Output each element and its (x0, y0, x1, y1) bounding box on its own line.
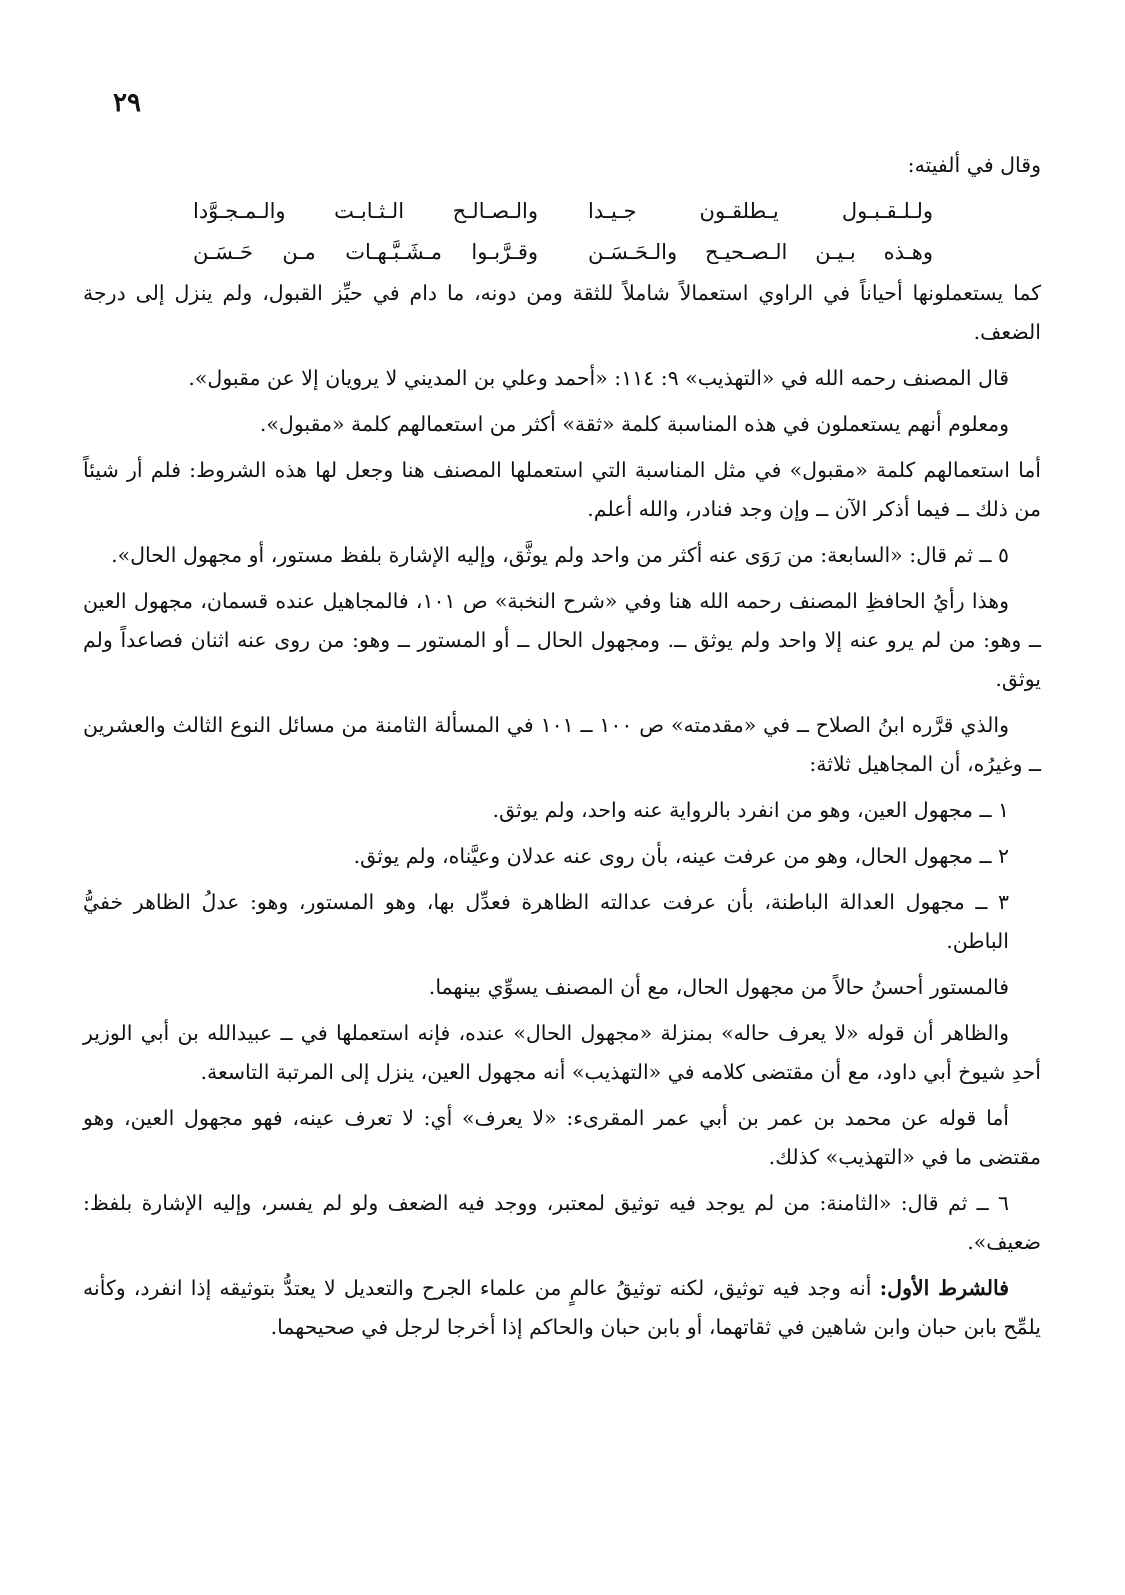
verse-second-hemistich: وقـرَّبـوا مـشَـبَّـهـات مـن حَـسَـن (193, 240, 538, 264)
paragraph: كما يستعملونها أحياناً في الراوي استعمالاً شاملاً للثقة ومن دونه، ما دام في حيِّز القبول، ولم ينزل إلى درجة الضعف. (83, 281, 1041, 344)
page-number: ٢٩ (113, 88, 141, 118)
paragraph: وهذا رأيُ الحافظِ المصنف رحمه الله هنا وفي «شرح النخبة» ص ١٠١، فالمجاهيل عنده قسمان، مجهول العين ــ وهو: من لم يرو عنه إلا واحد ولم يوثق ــ. ومجهول الحال ــ أو المستور ــ وهو: من روى عنه اثنان فصاعداً ولم يوثق. (83, 589, 1041, 691)
paragraph: ٦ ــ ثم قال: «الثامنة: من لم يوجد فيه توثيق لمعتبر، ووجد فيه الضعف ولو لم يفسر، وإليه الإشارة بلفظ: ضعيف». (83, 1191, 1041, 1254)
paragraph: ومعلوم أنهم يستعملون في هذه المناسبة كلمة «ثقة» أكثر من استعمالهم كلمة «مقبول». (259, 412, 1009, 436)
verse-first-hemistich: ولـلـقـبـول يـطلقـون جـيـدا (588, 199, 933, 223)
list-item: ٣ ــ مجهول العدالة الباطنة، بأن عرفت عدالته الظاهرة فعدِّل بها، وهو المستور، وهو: عدلُ الظاهر خفيُّ الباطن. (83, 890, 1009, 953)
list-item: ١ ــ مجهول العين، وهو من انفرد بالرواية عنه واحد، ولم يوثق. (492, 798, 1009, 822)
paragraph: فالمستور أحسنُ حالاً من مجهول الحال، مع أن المصنف يسوِّي بينهما. (428, 975, 1009, 999)
verse-first-hemistich: وهـذه بـيـن الـصـحيـح والـحَـسَـن (588, 240, 933, 264)
paragraph: قال المصنف رحمه الله في «التهذيب» ٩: ١١٤: «أحمد وعلي بن المديني لا يرويان إلا عن مقبول». (188, 366, 1009, 390)
paragraph: والذي قرَّره ابنُ الصلاح ــ في «مقدمته» ص ١٠٠ ــ ١٠١ في المسألة الثامنة من مسائل النوع الثالث والعشرين ــ وغيرُه، أن المجاهيل ثلاثة: (83, 713, 1041, 776)
paragraph: والظاهر أن قوله «لا يعرف حاله» بمنزلة «مجهول الحال» عنده، فإنه استعملها في ــ عبيدالله بن أبي الوزير أحدِ شيوخ أبي داود، مع أن مقتضى كلامه في «التهذيب» أنه مجهول العين، ينزل إلى المرتبة التاسعة. (83, 1021, 1041, 1084)
verse-line (83, 233, 933, 272)
paragraph: أما قوله عن محمد بن عمر بن أبي عمر المقرىء: «لا يعرف» أي: لا تعرف عينه، فهو مجهول العين، وهو مقتضى ما في «التهذيب» كذلك. (83, 1106, 1041, 1169)
page-body (83, 146, 1041, 1354)
verse-second-hemistich: والـصـالـح الـثـابـت والـمـجـوَّدا (193, 199, 538, 223)
paragraph (83, 1269, 1041, 1347)
intro-line: وقال في ألفيته: (907, 153, 1041, 177)
paragraph: أما استعمالهم كلمة «مقبول» في مثل المناسبة التي استعملها المصنف هنا وجعل لها هذه الشروط: فلم أر شيئاً من ذلك ــ فيما أذكر الآن ــ وإن وجد فنادر، والله أعلم. (83, 458, 1041, 521)
bold-lead: فالشرط الأول: (879, 1276, 1009, 1300)
list-item: ٢ ــ مجهول الحال، وهو من عرفت عينه، بأن روى عنه عدلان وعيَّناه، ولم يوثق. (353, 844, 1009, 868)
paragraph-text: أنه وجد فيه توثيق، لكنه توثيقُ عالمٍ من علماء الجرح والتعديل لا يعتدُّ بتوثيقه إذا انفرد، وكأنه يلمِّح بابن حبان وابن شاهين في ثقاتهما، أو بابن حبان والحاكم إذا أخرجا لرجل في صحيحهما. (83, 1276, 1041, 1339)
poem-block (83, 192, 933, 272)
verse-line (83, 192, 933, 231)
paragraph: ٥ ــ ثم قال: «السابعة: من رَوَى عنه أكثر من واحد ولم يوثَّق، وإليه الإشارة بلفظ مستور، أو مجهول الحال». (111, 543, 1009, 567)
